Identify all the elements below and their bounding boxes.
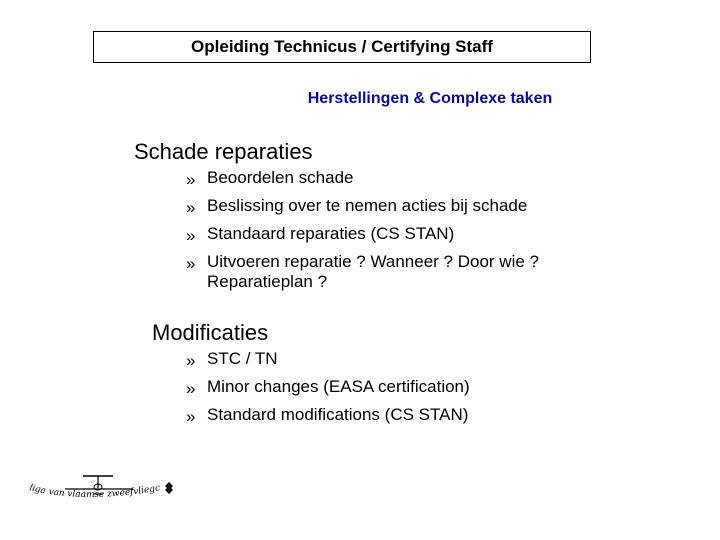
bullet-marker: » [186,226,196,245]
bullet-marker: » [186,198,196,217]
list-item-text: Minor changes (EASA certification) [207,377,470,396]
bullet-marker: » [186,379,196,398]
list-item [186,349,470,373]
slide-title: Opleiding Technicus / Certifying Staff [191,37,493,56]
bullet-list-schade [186,168,539,292]
list-item [186,168,539,192]
list-item-text: Standard modifications (CS STAN) [207,405,469,424]
list-item-text: Standaard reparaties (CS STAN) [207,224,455,243]
list-item-text: Beslissing over te nemen acties bij schade [207,196,528,215]
bullet-marker: » [186,170,196,189]
svg-text:liga van vlaamse zweefvliegclu [25,470,161,500]
bullet-list-modificaties [186,349,470,429]
list-item [186,377,470,401]
slide-subtitle: Herstellingen & Complexe taken [307,90,553,107]
slide-subtitle-row [0,90,720,108]
list-item [186,224,539,248]
bullet-marker: » [186,407,196,426]
logo-text: liga van vlaamse zweefvliegc [28,483,162,501]
list-item-text: Beoordelen schade [207,168,354,187]
list-item [186,252,539,292]
section-heading-modificaties: Modificaties [152,320,269,345]
list-item-text: STC / TN [207,349,278,368]
slide-title-box [93,31,591,63]
bullet-marker: » [186,351,196,370]
list-item [186,405,470,429]
glider-logo-icon [25,470,175,520]
section-heading-schade: Schade reparaties [134,139,313,164]
list-item-text: Uitvoeren reparatie ? Wanneer ? Door wie ? Reparatieplan ? [207,252,539,291]
bullet-marker: » [186,254,196,273]
list-item [186,196,539,220]
club-logo [25,470,175,520]
